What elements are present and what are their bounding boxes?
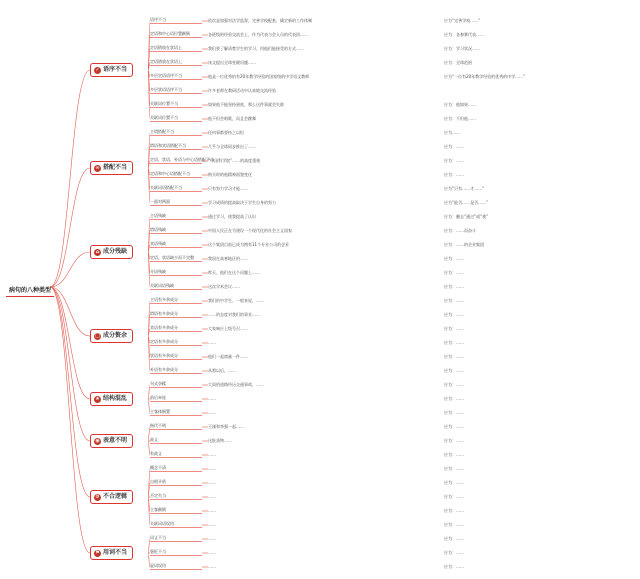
example-note: 应为：……: [444, 522, 464, 527]
example-note: ……: [208, 536, 216, 541]
example-note: 应为：……: [444, 410, 464, 415]
example-note: 应为：……: [444, 256, 464, 261]
example-note: ……: [208, 452, 216, 457]
example-note: 几乎与全球同步推出了……: [208, 144, 256, 149]
subcategory-node[interactable]: 补语有多余成分: [150, 367, 202, 374]
category-node[interactable]: [90, 245, 133, 259]
subcategory-node[interactable]: 关联词语残缺: [150, 283, 202, 290]
subcategory-node[interactable]: 关联词语误用: [150, 521, 202, 528]
example-note: 任何事都要持之以恒: [208, 130, 244, 135]
subcategory-node[interactable]: 定语和中心语搭配不当: [150, 171, 202, 178]
subcategory-node[interactable]: 句式杂糅: [150, 381, 202, 388]
example-note: 应为：……而奋斗: [444, 228, 476, 233]
example-note: 应为：……: [444, 564, 464, 569]
subcategory-node[interactable]: 状语有多余成分: [150, 353, 202, 360]
subcategory-node[interactable]: 定语有多余成分: [150, 339, 202, 346]
example-note: 大雨的道路经历交通事故，……: [208, 382, 264, 387]
category-label: 用词不当: [103, 549, 128, 556]
subcategory-node[interactable]: 概念不清: [150, 465, 202, 472]
category-label: 成分赘余: [103, 332, 128, 339]
subcategory-node[interactable]: 定语错放在状语上: [150, 59, 202, 66]
example-note: 学习成绩的提高取决于学生自身的努力: [208, 200, 276, 205]
example-note: 应为“只有……才……”: [444, 186, 485, 191]
gear-icon: ⚙: [95, 493, 100, 500]
example-note: 应为“一位有20年教学经验的优秀的中学……”: [444, 74, 526, 79]
example-note: 他们一起商量一件……: [208, 354, 248, 359]
subcategory-node[interactable]: 自相矛盾: [150, 479, 202, 486]
example-note: 应为：……: [444, 354, 464, 359]
example-note: 应为：全球范围: [444, 60, 472, 65]
example-note: 该文提出全球变暖问题……: [208, 60, 256, 65]
example-note: 应为：……: [444, 396, 464, 401]
subcategory-node[interactable]: 一面对两面: [150, 199, 202, 206]
category-label: 不合逻辑: [103, 493, 128, 500]
example-note: ……: [208, 466, 216, 471]
subcategory-node[interactable]: 宾语有多余成分: [150, 325, 202, 332]
example-note: 购买时的他精神面貌变化: [208, 172, 252, 177]
category-label: 结构混乱: [103, 395, 128, 402]
example-note: 我们要了解清楚学生的学习，用他们能接受的方式……: [208, 46, 304, 51]
subcategory-node[interactable]: 否定失当: [150, 493, 202, 500]
example-note: 应为……: [444, 130, 460, 135]
subcategory-node[interactable]: 主客体倒置: [150, 409, 202, 416]
subcategory-node[interactable]: 主客颠倒: [150, 507, 202, 514]
check-icon: ✓: [95, 66, 100, 73]
category-label: 表意不明: [103, 437, 128, 444]
example-note: 昨天，他们在这个问题上……: [208, 270, 260, 275]
category-node[interactable]: [90, 490, 133, 504]
subcategory-node[interactable]: 语序不当: [150, 17, 202, 24]
example-note: 应为：学习状况……: [444, 46, 480, 51]
example-note: 应为：……: [444, 480, 464, 485]
example-note: 我国在高寒地区的……: [208, 256, 248, 261]
subcategory-node[interactable]: 谓语残缺: [150, 227, 202, 234]
example-note: 应为：……: [444, 466, 464, 471]
subcategory-node[interactable]: 主语残缺: [150, 213, 202, 220]
example-note: 应为：……: [444, 158, 464, 163]
example-note: 应为：……的企业集团: [444, 242, 484, 247]
example-note: 应为：……: [444, 144, 464, 149]
example-note: “中国科学院”……的高度重视: [208, 158, 261, 163]
category-node[interactable]: [90, 329, 133, 343]
category-label: 搭配不当: [103, 164, 128, 171]
category-node[interactable]: [90, 161, 133, 175]
subcategory-node[interactable]: 前后牵连: [150, 395, 202, 402]
example-note: 王刚和李强一起……: [208, 424, 244, 429]
example-note: 应为“完善学校……”: [444, 18, 481, 23]
example-note: ……: [208, 564, 216, 569]
example-note: ……: [208, 508, 216, 513]
category-node[interactable]: [90, 434, 133, 448]
subcategory-node[interactable]: 定语、状语、补语与中心语搭配不当: [150, 157, 214, 162]
category-node[interactable]: [90, 63, 133, 77]
subcategory-node[interactable]: 主语有多余成分: [150, 297, 202, 304]
subcategory-node[interactable]: 主谓搭配不当: [150, 129, 202, 136]
subcategory-node[interactable]: 介词残缺: [150, 269, 202, 276]
example-note: 应为：……: [444, 536, 464, 541]
example-note: 从那以后，……: [208, 368, 236, 373]
example-note: 许多老师在教研活动中认真地交流经验: [208, 88, 276, 93]
mindmap-root: 病句的八种类型: [6, 283, 54, 297]
home-icon: ⌂: [95, 248, 100, 255]
example-note: 应为：删去“通过”或“使”: [444, 214, 489, 219]
subcategory-node[interactable]: 多层状语语序不当: [150, 87, 202, 94]
example-note: 我们的中学生，一般来说，……: [208, 298, 264, 303]
subcategory-node[interactable]: 关联词位置不当: [150, 115, 202, 122]
subcategory-node[interactable]: 褒贬不当: [150, 549, 202, 556]
example-note: 这个集团目前已成为拥有11个专业公司的企业: [208, 242, 290, 247]
example-note: 依次是加强对法学监督，完善学校配套，确定新的工作体制: [208, 18, 312, 23]
category-node[interactable]: [90, 392, 133, 406]
example-note: 应为：……: [444, 340, 464, 345]
example-note: ……: [208, 480, 216, 485]
subcategory-node[interactable]: 宾语残缺: [150, 241, 202, 248]
subcategory-node[interactable]: 多层定语语序不当: [150, 73, 202, 80]
subcategory-node[interactable]: 定语和中心语位置颠倒: [150, 31, 202, 38]
example-note: ……: [208, 340, 216, 345]
example-note: 应为：……: [444, 172, 464, 177]
example-note: ……的态度对我们的事业……: [208, 312, 260, 317]
example-note: 应为：……: [444, 284, 464, 289]
example-note: 大家响应上级号召……: [208, 326, 248, 331]
subcategory-node[interactable]: 关联词语搭配不当: [150, 185, 202, 192]
example-note: 这批货物……: [208, 438, 232, 443]
example-note: 应为：……: [444, 298, 464, 303]
example-note: ……: [208, 522, 216, 527]
example-note: 应为：他如果……: [444, 102, 476, 107]
example-note: 应为：……: [444, 494, 464, 499]
star-icon: ★: [95, 395, 100, 402]
example-note: 应为：……: [444, 326, 464, 331]
subcategory-node[interactable]: 指代不明: [150, 423, 202, 430]
eye-icon: ◉: [95, 437, 100, 444]
category-label: 成分残缺: [103, 248, 128, 255]
category-label: 语序不当: [103, 66, 128, 73]
example-note: 应为：……: [444, 424, 464, 429]
example-note: 应为：……: [444, 438, 464, 443]
example-note: 应为：……: [444, 452, 464, 457]
box-icon: □: [95, 332, 100, 339]
example-note: ……: [208, 396, 216, 401]
example-note: 只有努力学习才能……: [208, 186, 248, 191]
subcategory-node[interactable]: 定语、状语缺少而不完整: [150, 255, 202, 262]
link-icon: ∞: [95, 164, 100, 171]
subcategory-node[interactable]: 虚词误用: [150, 563, 202, 570]
example-note: ……: [208, 494, 216, 499]
subcategory-node[interactable]: 定语错放在状语上: [150, 45, 202, 52]
example-note: ……: [208, 410, 216, 415]
example-note: 应为：各参赛代表……: [444, 32, 484, 37]
flag-icon: ⚑: [95, 549, 100, 556]
example-note: 应为：……: [444, 368, 464, 373]
subcategory-node[interactable]: 歧义: [150, 437, 202, 444]
example-note: 应为：……: [444, 382, 464, 387]
example-note: 应为：……: [444, 550, 464, 555]
example-note: ……: [208, 550, 216, 555]
example-note: 应为“能否……是否……”: [444, 200, 489, 205]
example-note: 通过学习，使我提高了认识: [208, 214, 256, 219]
subcategory-node[interactable]: 关联词位置不当: [150, 101, 202, 108]
example-note: 他是一位优秀的有20年教学经验的国家级的中学语文教师: [208, 74, 310, 79]
example-note: 他不但会唱歌，而且会跳舞: [208, 116, 256, 121]
example-note: 各班级的经验交流会上，作为代表与会人员的代表团……: [208, 32, 308, 37]
category-node[interactable]: [90, 546, 133, 560]
example-note: 中国人民正在为建设一个现代化的社会主义国家: [208, 228, 292, 233]
subcategory-node[interactable]: 谓语有多余成分: [150, 311, 202, 318]
example-note: 应为：……: [444, 312, 464, 317]
example-note: 这次学术会议……: [208, 284, 240, 289]
subcategory-node[interactable]: 词义不当: [150, 535, 202, 542]
example-note: 应为：……: [444, 270, 464, 275]
subcategory-node[interactable]: 谓语和宾语搭配不当: [150, 143, 202, 150]
subcategory-node[interactable]: 有歧义: [150, 451, 202, 458]
example-note: 如果他不能坚持到底，那么这件事就会失败: [208, 102, 284, 107]
example-note: 应为：不但他……: [444, 116, 476, 121]
example-note: 应为：……: [444, 508, 464, 513]
